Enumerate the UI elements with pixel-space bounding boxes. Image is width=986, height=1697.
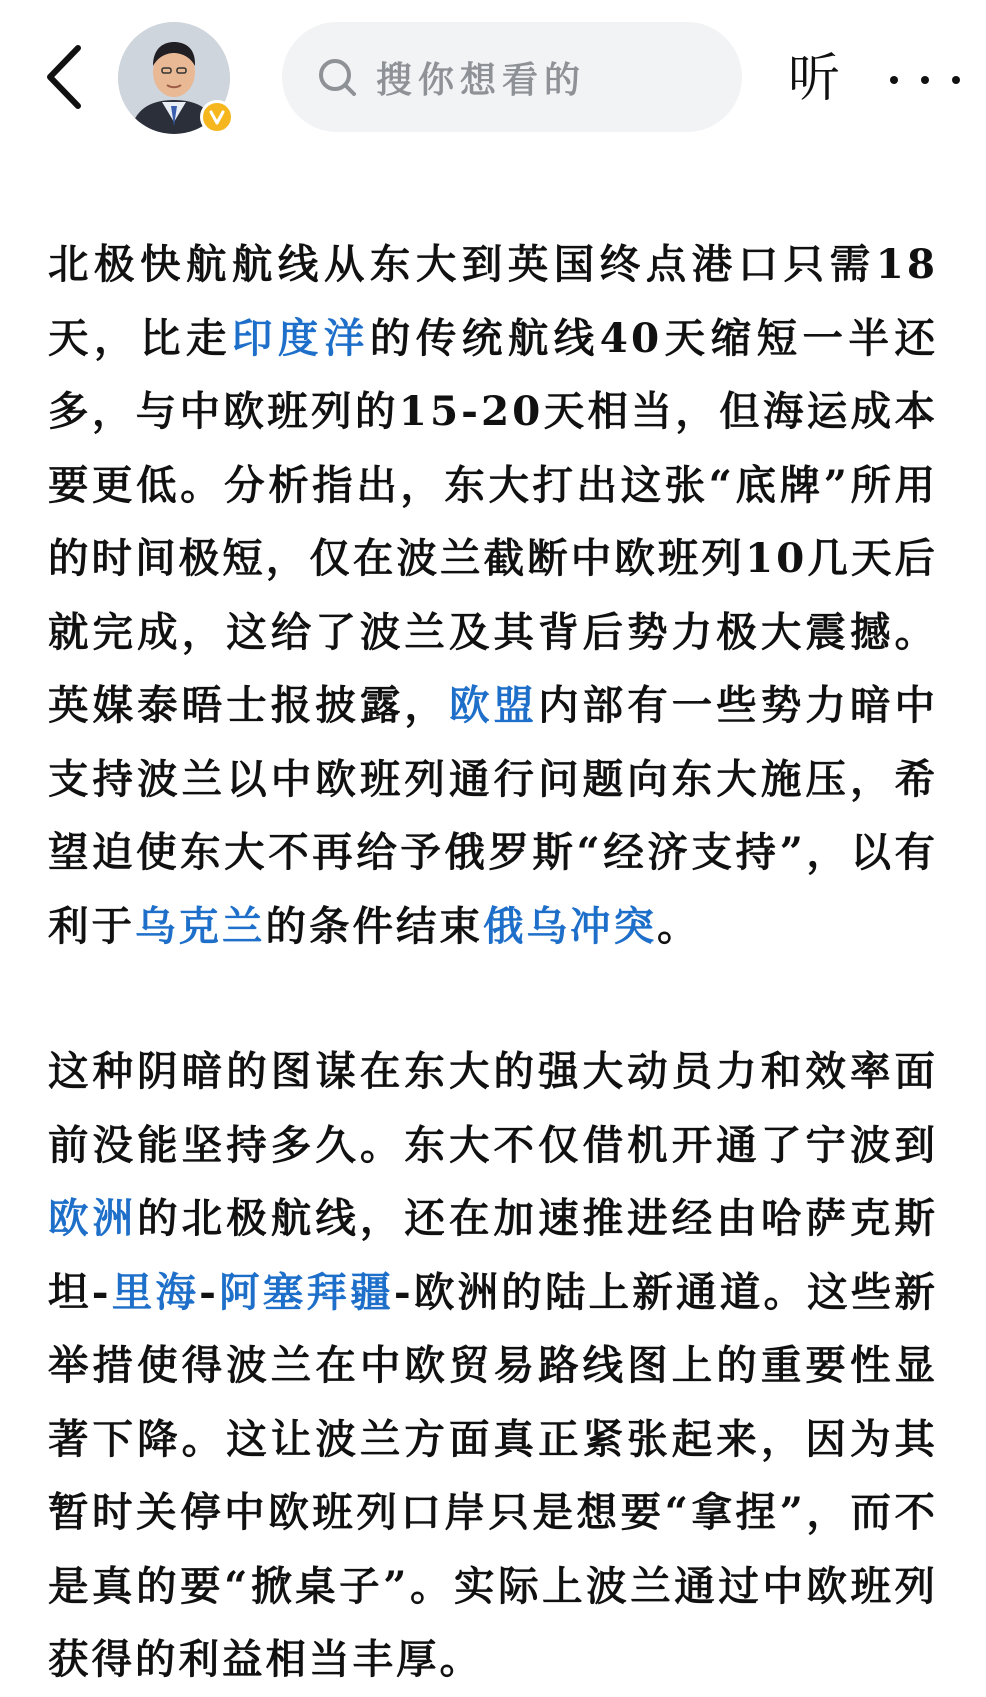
topic-link-europe[interactable]: 欧洲	[48, 1194, 138, 1242]
chevron-left-icon	[40, 42, 90, 112]
verified-badge	[200, 100, 234, 134]
topic-link-caspian-sea[interactable]: 里海	[111, 1267, 200, 1316]
more-dot-icon	[921, 76, 929, 84]
topic-link-russia-ukraine-conflict[interactable]: 俄乌冲突	[483, 901, 657, 950]
author-avatar-button[interactable]	[118, 22, 236, 140]
paragraph-text: 内部有一些势力暗中支持波兰以中欧班列通行问题向东大施压，希望迫使东大不再给予俄罗斯“经济支持”，以有利于	[48, 681, 939, 950]
search-icon	[316, 56, 358, 98]
article-paragraph-2	[48, 1035, 938, 1697]
more-button[interactable]	[890, 50, 960, 110]
verified-v-icon	[208, 108, 226, 126]
topic-link-azerbaijan[interactable]: 阿塞拜疆	[218, 1267, 394, 1316]
paragraph-text: -	[199, 1267, 219, 1316]
paragraph-text: -欧洲的陆上新通道。这些新举措使得波兰在中欧贸易路线图上的重要性显著下降。这让波兰方面真正紧张起来，因为其暂时关停中欧班列口岸只是想要“拿捏”，而不是真的要“掀桌子”。实际上波兰通过中欧班列获得的利益相当丰厚。	[48, 1267, 939, 1683]
listen-button[interactable]: 听	[788, 49, 841, 109]
back-button[interactable]	[40, 42, 90, 112]
search-input[interactable]	[282, 22, 742, 132]
topic-link-eu[interactable]: 欧盟	[448, 681, 539, 729]
paragraph-text: 北极快航航线从东大到英国终点港口只需18天，比走	[48, 240, 938, 362]
top-bar	[0, 0, 986, 160]
topic-link-indian-ocean[interactable]: 印度洋	[231, 313, 370, 362]
article-paragraph-1	[48, 228, 938, 963]
search-placeholder: 搜你想看的	[376, 59, 587, 101]
paragraph-text: 的北极航线，还在加速推进经由哈萨克斯坦-	[48, 1194, 939, 1316]
topic-link-ukraine[interactable]: 乌克兰	[135, 901, 266, 950]
paragraph-text: 。	[657, 901, 701, 950]
paragraph-text: 的传统航线40天缩短一半还多，与中欧班列的15-20天相当，但海运成本要更低。分析指出，东大打出这张“底牌”所用的时间极短，仅在波兰截断中欧班列10几天后就完成，这给了波兰及其背后势力极大震撼。英媒泰晤士报披露，	[48, 313, 939, 729]
more-dot-icon	[890, 76, 898, 84]
article-body	[48, 228, 938, 1697]
more-dot-icon	[952, 76, 960, 84]
paragraph-text: 这种阴暗的图谋在东大的强大动员力和效率面前没能坚持多久。东大不仅借机开通了宁波到	[48, 1047, 938, 1169]
paragraph-text: 的条件结束	[265, 901, 483, 950]
